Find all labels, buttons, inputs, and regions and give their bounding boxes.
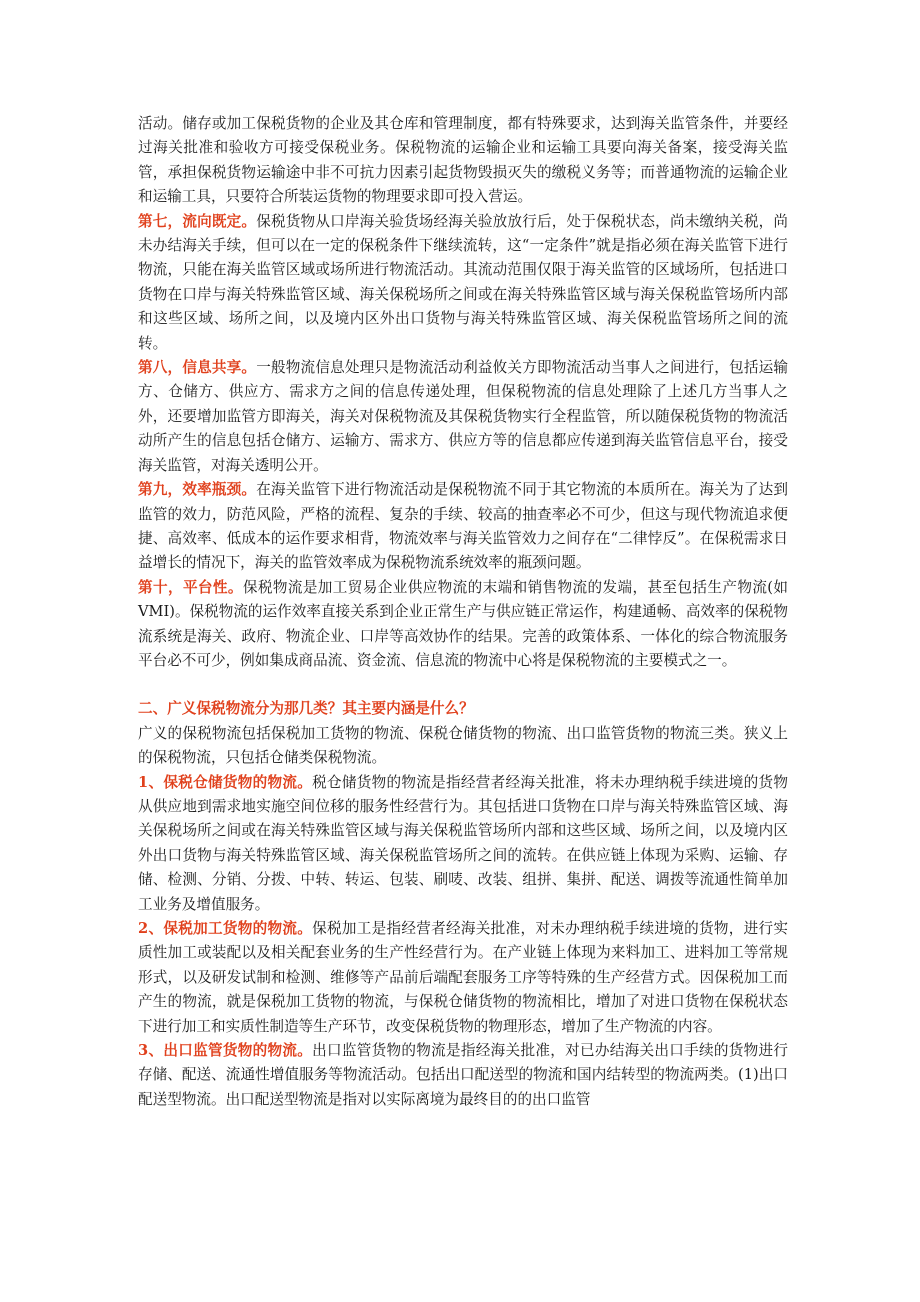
section-title [138, 697, 788, 721]
section-intro [138, 722, 788, 771]
paragraph-text: 一般物流信息处理只是物流活动利益攸关方即物流活动当事人之间进行，包括运输方、仓储方、供应方、需求方之间的信息传递处理，但保税物流的信息处理除了上述几方当事人之外，还要增加监管方即海关，海关对保税物流及其保税货物实行全程监管，所以随保税货物的物流活动所产生的信息包括仓储方、运输方、需求方、供应方等的信息都应传递到海关监管信息平台，接受海关监管，对海关透明公开。 [138, 359, 788, 474]
point-heading: 第九，效率瓶颈。 [138, 481, 257, 499]
paragraph-text: 出口监管货物的物流是指经海关批准，对已办结海关出口手续的货物进行存储、配送、流通性增值服务等物流活动。包括出口配送型的物流和国内结转型的物流两类。(1)出口配送型物流。出口配送型物流是指对以实际离境为最终目的的出口监管 [138, 1042, 788, 1108]
paragraph-text: 在海关监管下进行物流活动是保税物流不同于其它物流的本质所在。海关为了达到监管的效力，防范风险，严格的流程、复杂的手续、较高的抽查率必不可少，但这与现代物流追求便捷、高效率、低成本的运作要求相背，物流效率与海关监管效力之间存在“二律悖反”。在保税需求日益增长的情况下，海关的监管效率成为保税物流系统效率的瓶颈问题。 [138, 481, 788, 572]
paragraph-point-8 [138, 356, 788, 478]
paragraph-text: 保税货物从口岸海关验货场经海关验放放行后，处于保税状态，尚未缴纳关税，尚未办结海关手续，但可以在一定的保税条件下继续流转，这“一定条件”就是指必须在海关监管下进行物流，只能在海关监管区域或场所进行物流活动。其流动范围仅限于海关监管的区域场所，包括进口货物在口岸与海关特殊监管区域、海关保税场所之间或在海关特殊监管区域与海关保税监管场所内部和这些区域、场所之间，以及境内区外出口货物与海关特殊监管区域、海关保税监管场所之间的流转。 [138, 212, 788, 352]
paragraph-text: 活动。储存或加工保税货物的企业及其仓库和管理制度，都有特殊要求，达到海关监管条件，并要经过海关批准和验收方可接受保税业务。保税物流的运输企业和运输工具要向海关备案，接受海关监管，承担保税货物运输途中非不可抗力因素引起货物毁损灭失的缴税义务等；而普通物流的运输企业和运输工具，只要符合所装运货物的物理要求即可投入营运。 [138, 115, 788, 206]
item-heading: 1、保税仓储货物的物流。 [138, 773, 313, 791]
paragraph-text: 税仓储货物的物流是指经营者经海关批准，将未办理纳税手续进境的货物从供应地到需求地实施空间位移的服务性经营行为。其包括进口货物在口岸与海关特殊监管区域、海关保税场所之间或在海关特殊监管区域与海关保税监管场所内部和这些区域、场所之间，以及境内区外出口货物与海关特殊监管区域、海关保税监管场所之间的流转。在供应链上体现为采购、运输、存储、检测、分销、分拨、中转、转运、包装、刷唛、改装、组拼、集拼、配送、调拨等流通性简单加工业务及增值服务。 [138, 773, 788, 913]
paragraph-point-9 [138, 478, 788, 576]
item-heading: 3、出口监管货物的物流。 [138, 1042, 313, 1060]
section-item-2 [138, 917, 788, 1039]
section-item-3 [138, 1039, 788, 1112]
section-heading: 二、广义保税物流分为那几类？其主要内涵是什么？ [138, 700, 474, 718]
item-heading: 2、保税加工货物的物流。 [138, 920, 313, 937]
paragraph-continued [138, 112, 788, 210]
section-item-1 [138, 771, 788, 917]
paragraph-text: 保税加工是指经营者经海关批准，对未办理纳税手续进境的货物，进行实质性加工或装配以及相关配套业务的生产性经营行为。在产业链上体现为来料加工、进料加工等常规形式，以及研发试制和检测、维修等产品前后端配套服务工序等特殊的生产经营方式。因保税加工而产生的物流，就是保税加工货物的物流，与保税仓储货物的物流相比，增加了对进口货物在保税状态下进行加工和实质性制造等生产环节，改变保税货物的物理形态，增加了生产物流的内容。 [138, 920, 788, 1035]
blank-line [138, 673, 788, 697]
document-body [138, 112, 788, 1112]
paragraph-point-7 [138, 210, 788, 356]
point-heading: 第八，信息共享。 [138, 359, 257, 377]
point-heading: 第七，流向既定。 [138, 212, 257, 230]
paragraph-text: 广义的保税物流包括保税加工货物的物流、保税仓储货物的物流、出口监管货物的物流三类。狭义上的保税物流，只包括仓储类保税物流。 [138, 724, 788, 767]
paragraph-point-10 [138, 576, 788, 674]
point-heading: 第十，平台性。 [138, 578, 243, 596]
paragraph-text: 保税物流是加工贸易企业供应物流的末端和销售物流的发端，甚至包括生产物流(如VMI)。保税物流的运作效率直接关系到企业正常生产与供应链正常运作，构建通畅、高效率的保税物流系统是海关、政府、物流企业、口岸等高效协作的结果。完善的政策体系、一体化的综合物流服务平台必不可少，例如集成商品流、资金流、信息流的物流中心将是保税物流的主要模式之一。 [138, 578, 788, 669]
